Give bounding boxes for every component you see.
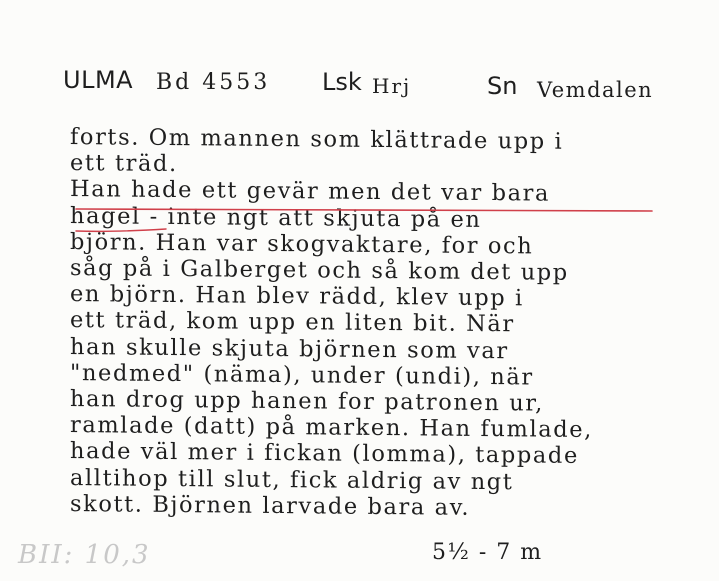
lsk-label: Lsk [322,68,362,96]
measurement-note: 5½ - 7 m [432,540,543,565]
text-line: han drog upp hanen for patronen ur, [70,386,544,417]
text-line: forts. Om mannen som klättrade upp i [70,124,564,155]
text-line: han skulle skjuta björnen som var [70,333,509,364]
text-line: hade väl mer i fickan (lomma), tappade [70,438,579,470]
card-header [63,66,703,106]
archive-name: ULMA [63,66,134,94]
text-line: björn. Han var skogvaktare, for och [70,228,534,260]
pencil-annotation: BII: 10,3 [18,540,151,570]
text-line: ett träd. [70,150,178,178]
sn-label: Sn [487,72,518,100]
transcript-body [70,124,710,523]
text-line: såg på i Galberget och så kom det upp [70,255,569,286]
text-line: ett träd, kom upp en liten bit. När [70,307,515,338]
text-line: "nedmed" (näma), under (undi), när [70,359,534,391]
text-line: hagel - inte ngt att skjuta på en [70,202,482,233]
text-line: skott. Björnen larvade bara av. [70,490,471,521]
red-pen-underline [74,205,654,235]
text-line: en björn. Han blev rädd, klev upp i [70,281,524,312]
sn-value: Vemdalen [537,78,654,102]
record-number: Bd 4553 [156,70,271,95]
text-line: ramlade (datt) på marken. Han fumlade, [70,412,593,444]
lsk-value: Hrj [372,74,412,98]
text-line: alltihop till slut, fick aldrig av ngt [70,464,514,495]
text-line: Han hade ett gevär men det var bara [70,176,550,208]
